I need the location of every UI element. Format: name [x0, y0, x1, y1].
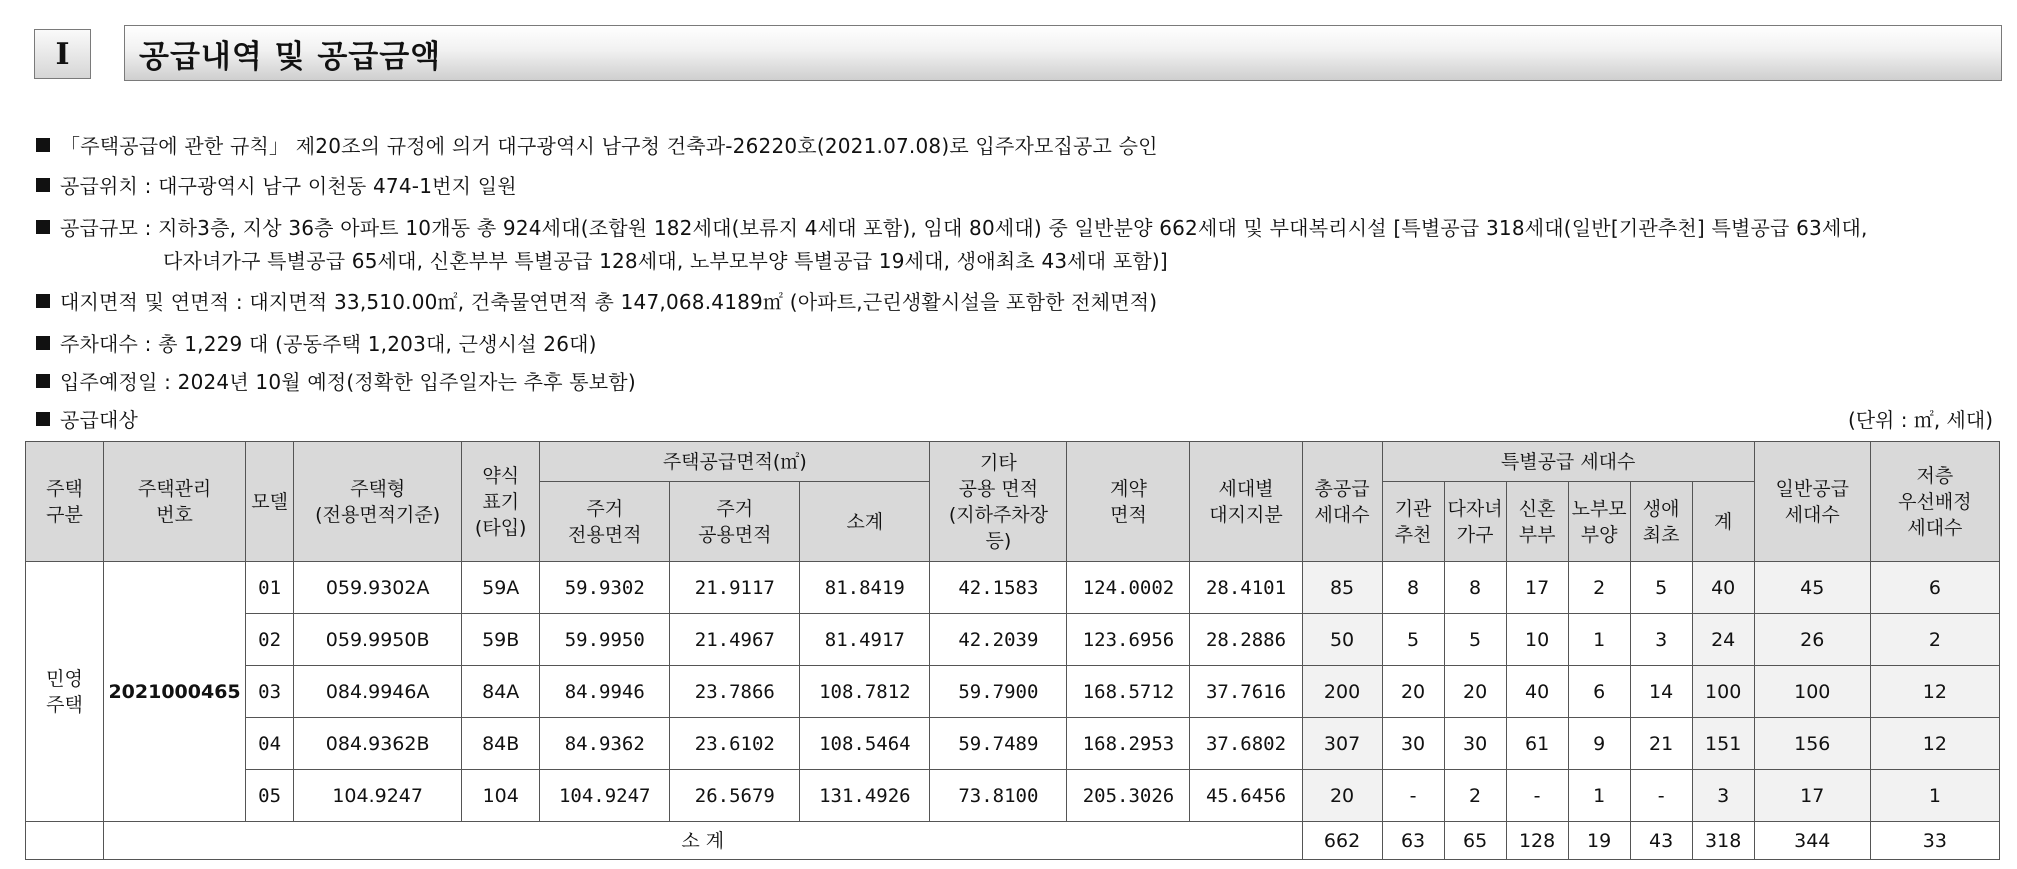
model-cell: 05 [246, 770, 294, 822]
multichild-cell: 8 [1444, 562, 1506, 614]
unit-note: (단위 : ㎡, 세대) [1847, 408, 1993, 432]
contract-cell: 168.5712 [1067, 666, 1190, 718]
subtotal-cell: 108.7812 [800, 666, 930, 718]
common-cell: 21.9117 [670, 562, 800, 614]
header-sp-newlywed: 신혼 부부 [1506, 482, 1568, 562]
header-residential-exclusive: 주거 전용면적 [540, 482, 670, 562]
elderly-sum: 19 [1568, 822, 1630, 860]
newlywed-cell: 17 [1506, 562, 1568, 614]
header-subtotal: 소계 [800, 482, 930, 562]
bullet-location: 공급위치 : 대구광역시 남구 이천동 474-1번지 일원 [36, 170, 517, 199]
firsttime-cell: 3 [1630, 614, 1692, 666]
common-cell: 26.5679 [670, 770, 800, 822]
elderly-cell: 1 [1568, 770, 1630, 822]
header-other-common: 기타 공용 면적 (지하주차장 등) [930, 442, 1067, 562]
header-sp-agency: 기관 추천 [1382, 482, 1444, 562]
other-cell: 42.2039 [930, 614, 1067, 666]
sp-total-cell: 3 [1692, 770, 1754, 822]
sp-total-cell: 24 [1692, 614, 1754, 666]
short-cell: 84B [462, 718, 540, 770]
land-cell: 28.4101 [1190, 562, 1302, 614]
sp-total-cell: 40 [1692, 562, 1754, 614]
land-cell: 37.6802 [1190, 718, 1302, 770]
header-sp-firsttime: 생애 최초 [1630, 482, 1692, 562]
total-row [26, 822, 2000, 860]
table-row [26, 562, 2000, 614]
multichild-cell: 20 [1444, 666, 1506, 718]
firsttime-cell: 14 [1630, 666, 1692, 718]
other-cell: 59.7900 [930, 666, 1067, 718]
short-cell: 59A [462, 562, 540, 614]
newlywed-sum: 128 [1506, 822, 1568, 860]
mgmt-no-cell: 2021000465 [104, 562, 246, 822]
firsttime-cell: - [1630, 770, 1692, 822]
contract-cell: 124.0002 [1067, 562, 1190, 614]
type-cell: 084.9362B [294, 718, 462, 770]
supply-table [25, 441, 2000, 860]
total-units-cell: 200 [1302, 666, 1382, 718]
excl-cell: 84.9946 [540, 666, 670, 718]
model-cell: 01 [246, 562, 294, 614]
elderly-cell: 2 [1568, 562, 1630, 614]
other-cell: 42.1583 [930, 562, 1067, 614]
bullet-scale-continued: 다자녀가구 특별공급 65세대, 신혼부부 특별공급 128세대, 노부모부양 특별공급 19세대, 생애최초 43세대 포함)] [163, 249, 1168, 273]
section-title: 공급내역 및 공급금액 [124, 25, 2002, 81]
subtotal-cell: 81.8419 [800, 562, 930, 614]
subtotal-cell: 108.5464 [800, 718, 930, 770]
table-row [26, 718, 2000, 770]
common-cell: 21.4967 [670, 614, 800, 666]
type-cell: 104.9247 [294, 770, 462, 822]
common-cell: 23.6102 [670, 718, 800, 770]
square-bullet-icon [36, 412, 50, 426]
header-low-floor: 저층 우선배정 세대수 [1870, 442, 1999, 562]
newlywed-cell: 61 [1506, 718, 1568, 770]
bullet-move-in: 입주예정일 : 2024년 10월 예정(정확한 입주일자는 추후 통보함) [36, 366, 636, 395]
bullet-parking: 주차대수 : 총 1,229 대 (공동주택 1,203대, 근생시설 26대) [36, 328, 597, 357]
section-number: I [34, 29, 91, 79]
land-cell: 28.2886 [1190, 614, 1302, 666]
multichild-sum: 65 [1444, 822, 1506, 860]
excl-cell: 59.9302 [540, 562, 670, 614]
sp-total-sum: 318 [1692, 822, 1754, 860]
table-row [26, 666, 2000, 718]
housing-type-cell: 민영 주택 [26, 562, 104, 822]
header-house-type: 주택형 (전용면적기준) [294, 442, 462, 562]
square-bullet-icon [36, 336, 50, 350]
subtotal-cell: 131.4926 [800, 770, 930, 822]
subtotal-cell: 81.4917 [800, 614, 930, 666]
low-floor-cell: 1 [1870, 770, 1999, 822]
model-cell: 02 [246, 614, 294, 666]
square-bullet-icon [36, 178, 50, 192]
sp-total-cell: 151 [1692, 718, 1754, 770]
other-cell: 59.7489 [930, 718, 1067, 770]
general-cell: 100 [1754, 666, 1870, 718]
agency-sum: 63 [1382, 822, 1444, 860]
newlywed-cell: 40 [1506, 666, 1568, 718]
firsttime-cell: 5 [1630, 562, 1692, 614]
short-cell: 59B [462, 614, 540, 666]
header-land-share: 세대별 대지지분 [1190, 442, 1302, 562]
excl-cell: 104.9247 [540, 770, 670, 822]
low-floor-cell: 12 [1870, 666, 1999, 718]
agency-cell: 8 [1382, 562, 1444, 614]
firsttime-cell: 21 [1630, 718, 1692, 770]
header-special-supply: 특별공급 세대수 [1382, 442, 1754, 482]
square-bullet-icon [36, 294, 50, 308]
type-cell: 084.9946A [294, 666, 462, 718]
contract-cell: 205.3026 [1067, 770, 1190, 822]
general-sum: 344 [1754, 822, 1870, 860]
low-floor-cell: 12 [1870, 718, 1999, 770]
common-cell: 23.7866 [670, 666, 800, 718]
bullet-scale: 공급규모 : 지하3층, 지상 36층 아파트 10개동 총 924세대(조합원 182세대(보류지 4세대 포함), 임대 80세대) 중 일반분양 662세대 및 부대복리시설 [특별공급 318세대(일반[기관추천] 특별공급 63세대, [36, 212, 1868, 241]
total-units-cell: 85 [1302, 562, 1382, 614]
excl-cell: 84.9362 [540, 718, 670, 770]
header-housing-type: 주택 구분 [26, 442, 104, 562]
contract-cell: 123.6956 [1067, 614, 1190, 666]
total-units-cell: 50 [1302, 614, 1382, 666]
other-cell: 73.8100 [930, 770, 1067, 822]
bullet-approval: 「주택공급에 관한 규칙」 제20조의 규정에 의거 대구광역시 남구청 건축과-26220호(2021.07.08)로 입주자모집공고 승인 [36, 130, 1158, 159]
land-cell: 37.7616 [1190, 666, 1302, 718]
contract-cell: 168.2953 [1067, 718, 1190, 770]
table-row [26, 614, 2000, 666]
total-label: 소 계 [104, 822, 1303, 860]
bullet-target: 공급대상 [36, 404, 138, 433]
agency-cell: 5 [1382, 614, 1444, 666]
elderly-cell: 9 [1568, 718, 1630, 770]
header-mgmt-no: 주택관리 번호 [104, 442, 246, 562]
sp-total-cell: 100 [1692, 666, 1754, 718]
type-cell: 059.9950B [294, 614, 462, 666]
table-row [26, 770, 2000, 822]
newlywed-cell: - [1506, 770, 1568, 822]
header-sp-elderly: 노부모 부양 [1568, 482, 1630, 562]
newlywed-cell: 10 [1506, 614, 1568, 666]
multichild-cell: 5 [1444, 614, 1506, 666]
general-cell: 17 [1754, 770, 1870, 822]
excl-cell: 59.9950 [540, 614, 670, 666]
header-contract-area: 계약 면적 [1067, 442, 1190, 562]
square-bullet-icon [36, 374, 50, 388]
general-cell: 156 [1754, 718, 1870, 770]
header-model: 모델 [246, 442, 294, 562]
total-blank-cell [26, 822, 104, 860]
general-cell: 26 [1754, 614, 1870, 666]
header-residential-common: 주거 공용면적 [670, 482, 800, 562]
multichild-cell: 30 [1444, 718, 1506, 770]
header-sp-multichild: 다자녀 가구 [1444, 482, 1506, 562]
header-supply-area: 주택공급면적(㎡) [540, 442, 930, 482]
elderly-cell: 6 [1568, 666, 1630, 718]
type-cell: 059.9302A [294, 562, 462, 614]
square-bullet-icon [36, 220, 50, 234]
short-cell: 104 [462, 770, 540, 822]
model-cell: 04 [246, 718, 294, 770]
general-cell: 45 [1754, 562, 1870, 614]
bullet-area: 대지면적 및 연면적 : 대지면적 33,510.00㎡, 건축물연면적 총 147,068.4189㎡ (아파트,근린생활시설을 포함한 전체면적) [36, 286, 1157, 315]
low-floor-cell: 6 [1870, 562, 1999, 614]
land-cell: 45.6456 [1190, 770, 1302, 822]
agency-cell: - [1382, 770, 1444, 822]
header-total-units: 총공급 세대수 [1302, 442, 1382, 562]
short-cell: 84A [462, 666, 540, 718]
total-units-sum: 662 [1302, 822, 1382, 860]
header-short: 약식 표기 (타입) [462, 442, 540, 562]
agency-cell: 20 [1382, 666, 1444, 718]
firsttime-sum: 43 [1630, 822, 1692, 860]
low-floor-cell: 2 [1870, 614, 1999, 666]
model-cell: 03 [246, 666, 294, 718]
header-general-units: 일반공급 세대수 [1754, 442, 1870, 562]
multichild-cell: 2 [1444, 770, 1506, 822]
total-units-cell: 307 [1302, 718, 1382, 770]
agency-cell: 30 [1382, 718, 1444, 770]
elderly-cell: 1 [1568, 614, 1630, 666]
header-sp-total: 계 [1692, 482, 1754, 562]
low-floor-sum: 33 [1870, 822, 1999, 860]
total-units-cell: 20 [1302, 770, 1382, 822]
square-bullet-icon [36, 138, 50, 152]
